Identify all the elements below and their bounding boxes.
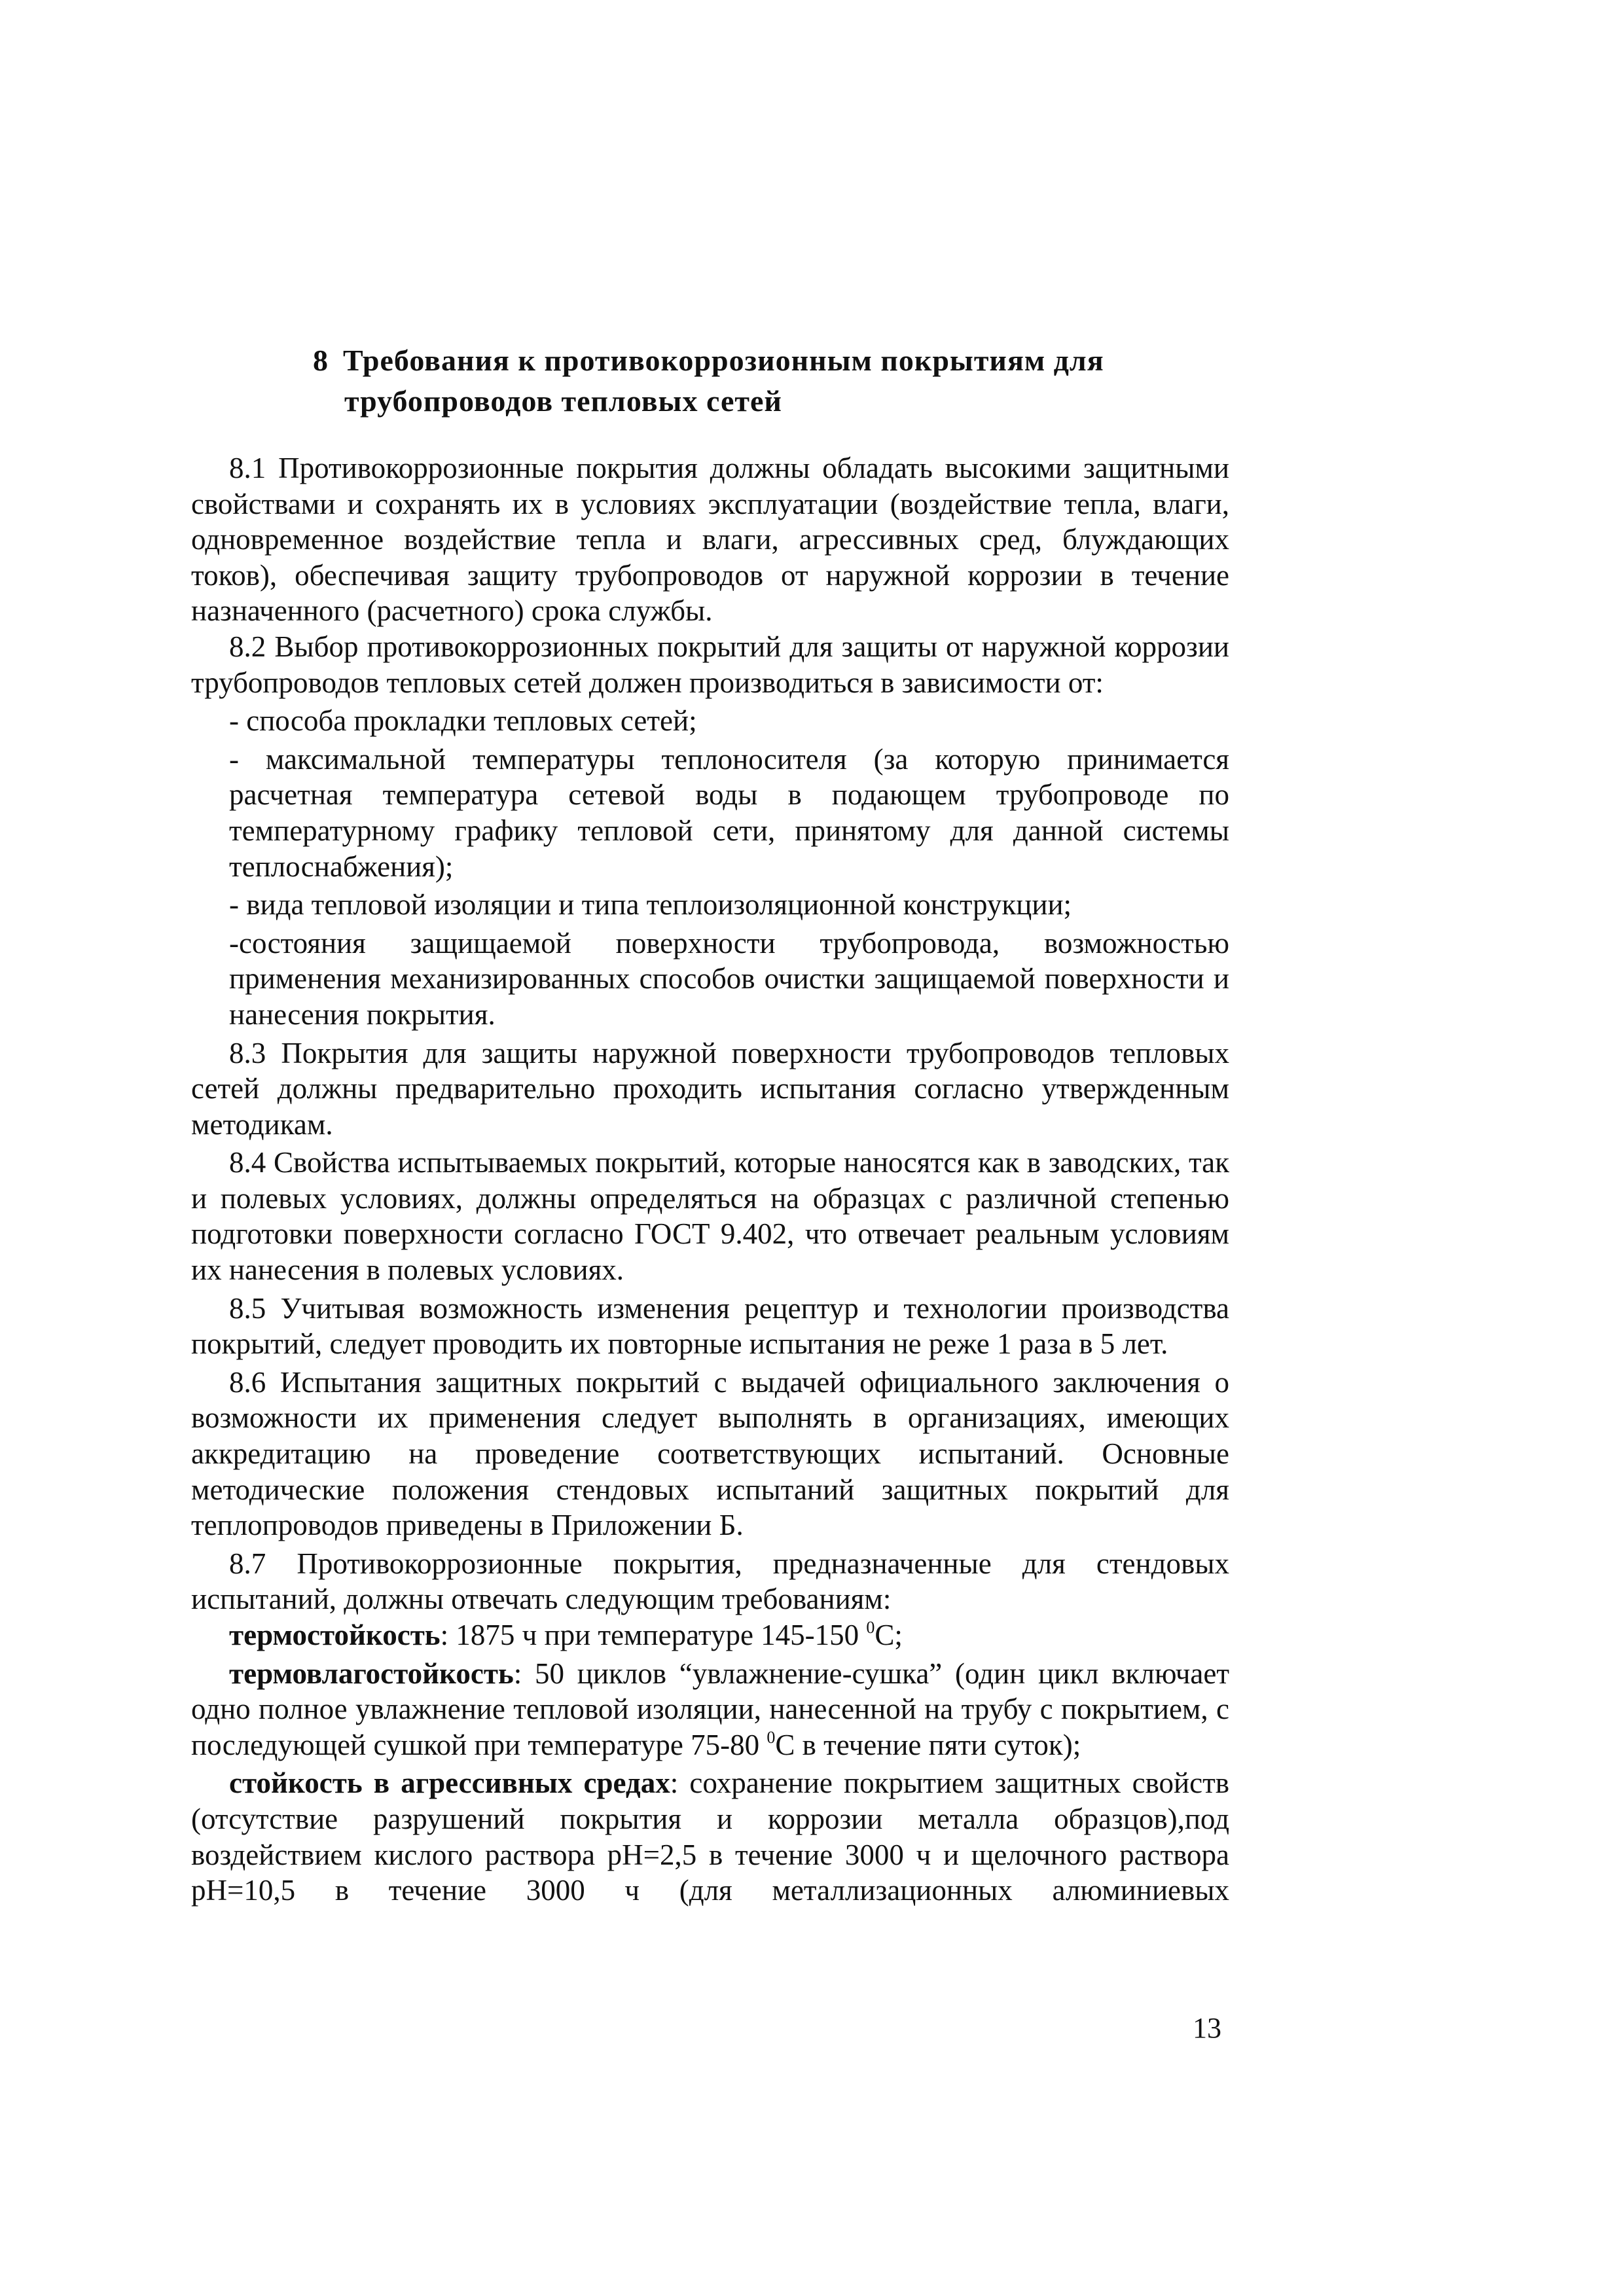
requirement-heat-moisture-resistance bbox=[191, 1656, 1229, 1763]
list-item-insulation-type: - вида тепловой изоляции и типа теплоизоляционной конструкции; bbox=[229, 888, 1072, 922]
list-item-laying-method: - способа прокладки тепловых сетей; bbox=[229, 704, 697, 738]
requirement-text-end: С; bbox=[875, 1619, 903, 1651]
requirement-term: стойкость в агрессивных средах bbox=[229, 1767, 670, 1800]
requirement-text: : сохранение покрытием защитных свойств (отсутствие разрушений покрытия и коррозии металла образцов),под воздействием кислого раствора рН=2,5 в течение 3000 ч и щелочного раствора рН=10,5 в течение 3000 ч (для металлизационных алюминиевых bbox=[191, 1767, 1229, 1907]
section-heading bbox=[313, 340, 1242, 422]
section-body bbox=[191, 450, 1229, 1909]
paragraph-8-7: 8.7 Противокоррозионные покрытия, предназначенные для стендовых испытаний, должны отвечать следующим требованиям: bbox=[191, 1547, 1229, 1616]
requirement-heat-resistance bbox=[191, 1617, 1229, 1653]
paragraph-8-6: 8.6 Испытания защитных покрытий с выдачей официального заключения о возможности их применения следует выполнять в организациях, имеющих аккредитацию на проведение соответствующих испытаний. Основные методические положения стендовых испытаний защитных покрытий для теплопроводов приведены в Приложении Б. bbox=[191, 1365, 1229, 1542]
paragraph-8-4: 8.4 Свойства испытываемых покрытий, которые наносятся как в заводских, так и полевых условиях, должны определяться на образцах с различной степенью подготовки поверхности согласно ГОСТ 9.402, что отвечает реальным условиям их нанесения в полевых условиях. bbox=[191, 1146, 1229, 1287]
list-item-max-temperature: - максимальной температуры теплоносителя (за которую принимается расчетная температура сетевой воды в подающем трубопроводе по температурному графику тепловой сети, принятому для данной системы теплоснабжения); bbox=[229, 742, 1229, 883]
section-title-line-1: Требования к противокоррозионным покрытиям для bbox=[343, 344, 1104, 377]
paragraph-8-2: 8.2 Выбор противокоррозионных покрытий для защиты от наружной коррозии трубопроводов тепловых сетей должен производиться в зависимости от: bbox=[191, 630, 1229, 699]
paragraph-8-3: 8.3 Покрытия для защиты наружной поверхности трубопроводов тепловых сетей должны предварительно проходить испытания согласно утвержденным методикам. bbox=[191, 1036, 1229, 1141]
page-number: 13 bbox=[1193, 2012, 1221, 2044]
degree-superscript: 0 bbox=[866, 1618, 875, 1637]
requirement-aggressive-media-resistance bbox=[191, 1765, 1229, 1908]
paragraph-8-5: 8.5 Учитывая возможность изменения рецептур и технологии производства покрытий, следует проводить их повторные испытания не реже 1 раза в 5 лет. bbox=[191, 1291, 1229, 1361]
section-number: 8 bbox=[313, 344, 329, 377]
requirement-text-end: С в течение пяти суток); bbox=[775, 1728, 1081, 1761]
requirement-text: : 50 циклов “увлажнение-сушка” (один цикл включает одно полное увлажнение тепловой изоляции, нанесенной на трубу с покрытием, с последующей сушкой при температуре 75-80 bbox=[191, 1657, 1229, 1761]
requirement-text: : 1875 ч при температуре 145-150 bbox=[440, 1619, 867, 1651]
requirement-term: термовлагостойкость bbox=[229, 1657, 514, 1690]
degree-superscript: 0 bbox=[767, 1727, 776, 1747]
paragraph-8-1: 8.1 Противокоррозионные покрытия должны обладать высокими защитными свойствами и сохранять их в условиях эксплуатации (воздействие тепла, влаги, одновременное воздействие тепла и влаги, агрессивных сред, блуждающих токов), обеспечивая защиту трубопроводов от наружной коррозии в течение назначенного (расчетного) срока службы. bbox=[191, 452, 1229, 628]
section-title-line-2: трубопроводов тепловых сетей bbox=[344, 384, 782, 418]
list-item-surface-condition: -состояния защищаемой поверхности трубопровода, возможностью применения механизированных способов очистки защищаемой поверхности и нанесения покрытия. bbox=[229, 926, 1229, 1031]
requirement-term: термостойкость bbox=[229, 1619, 441, 1651]
